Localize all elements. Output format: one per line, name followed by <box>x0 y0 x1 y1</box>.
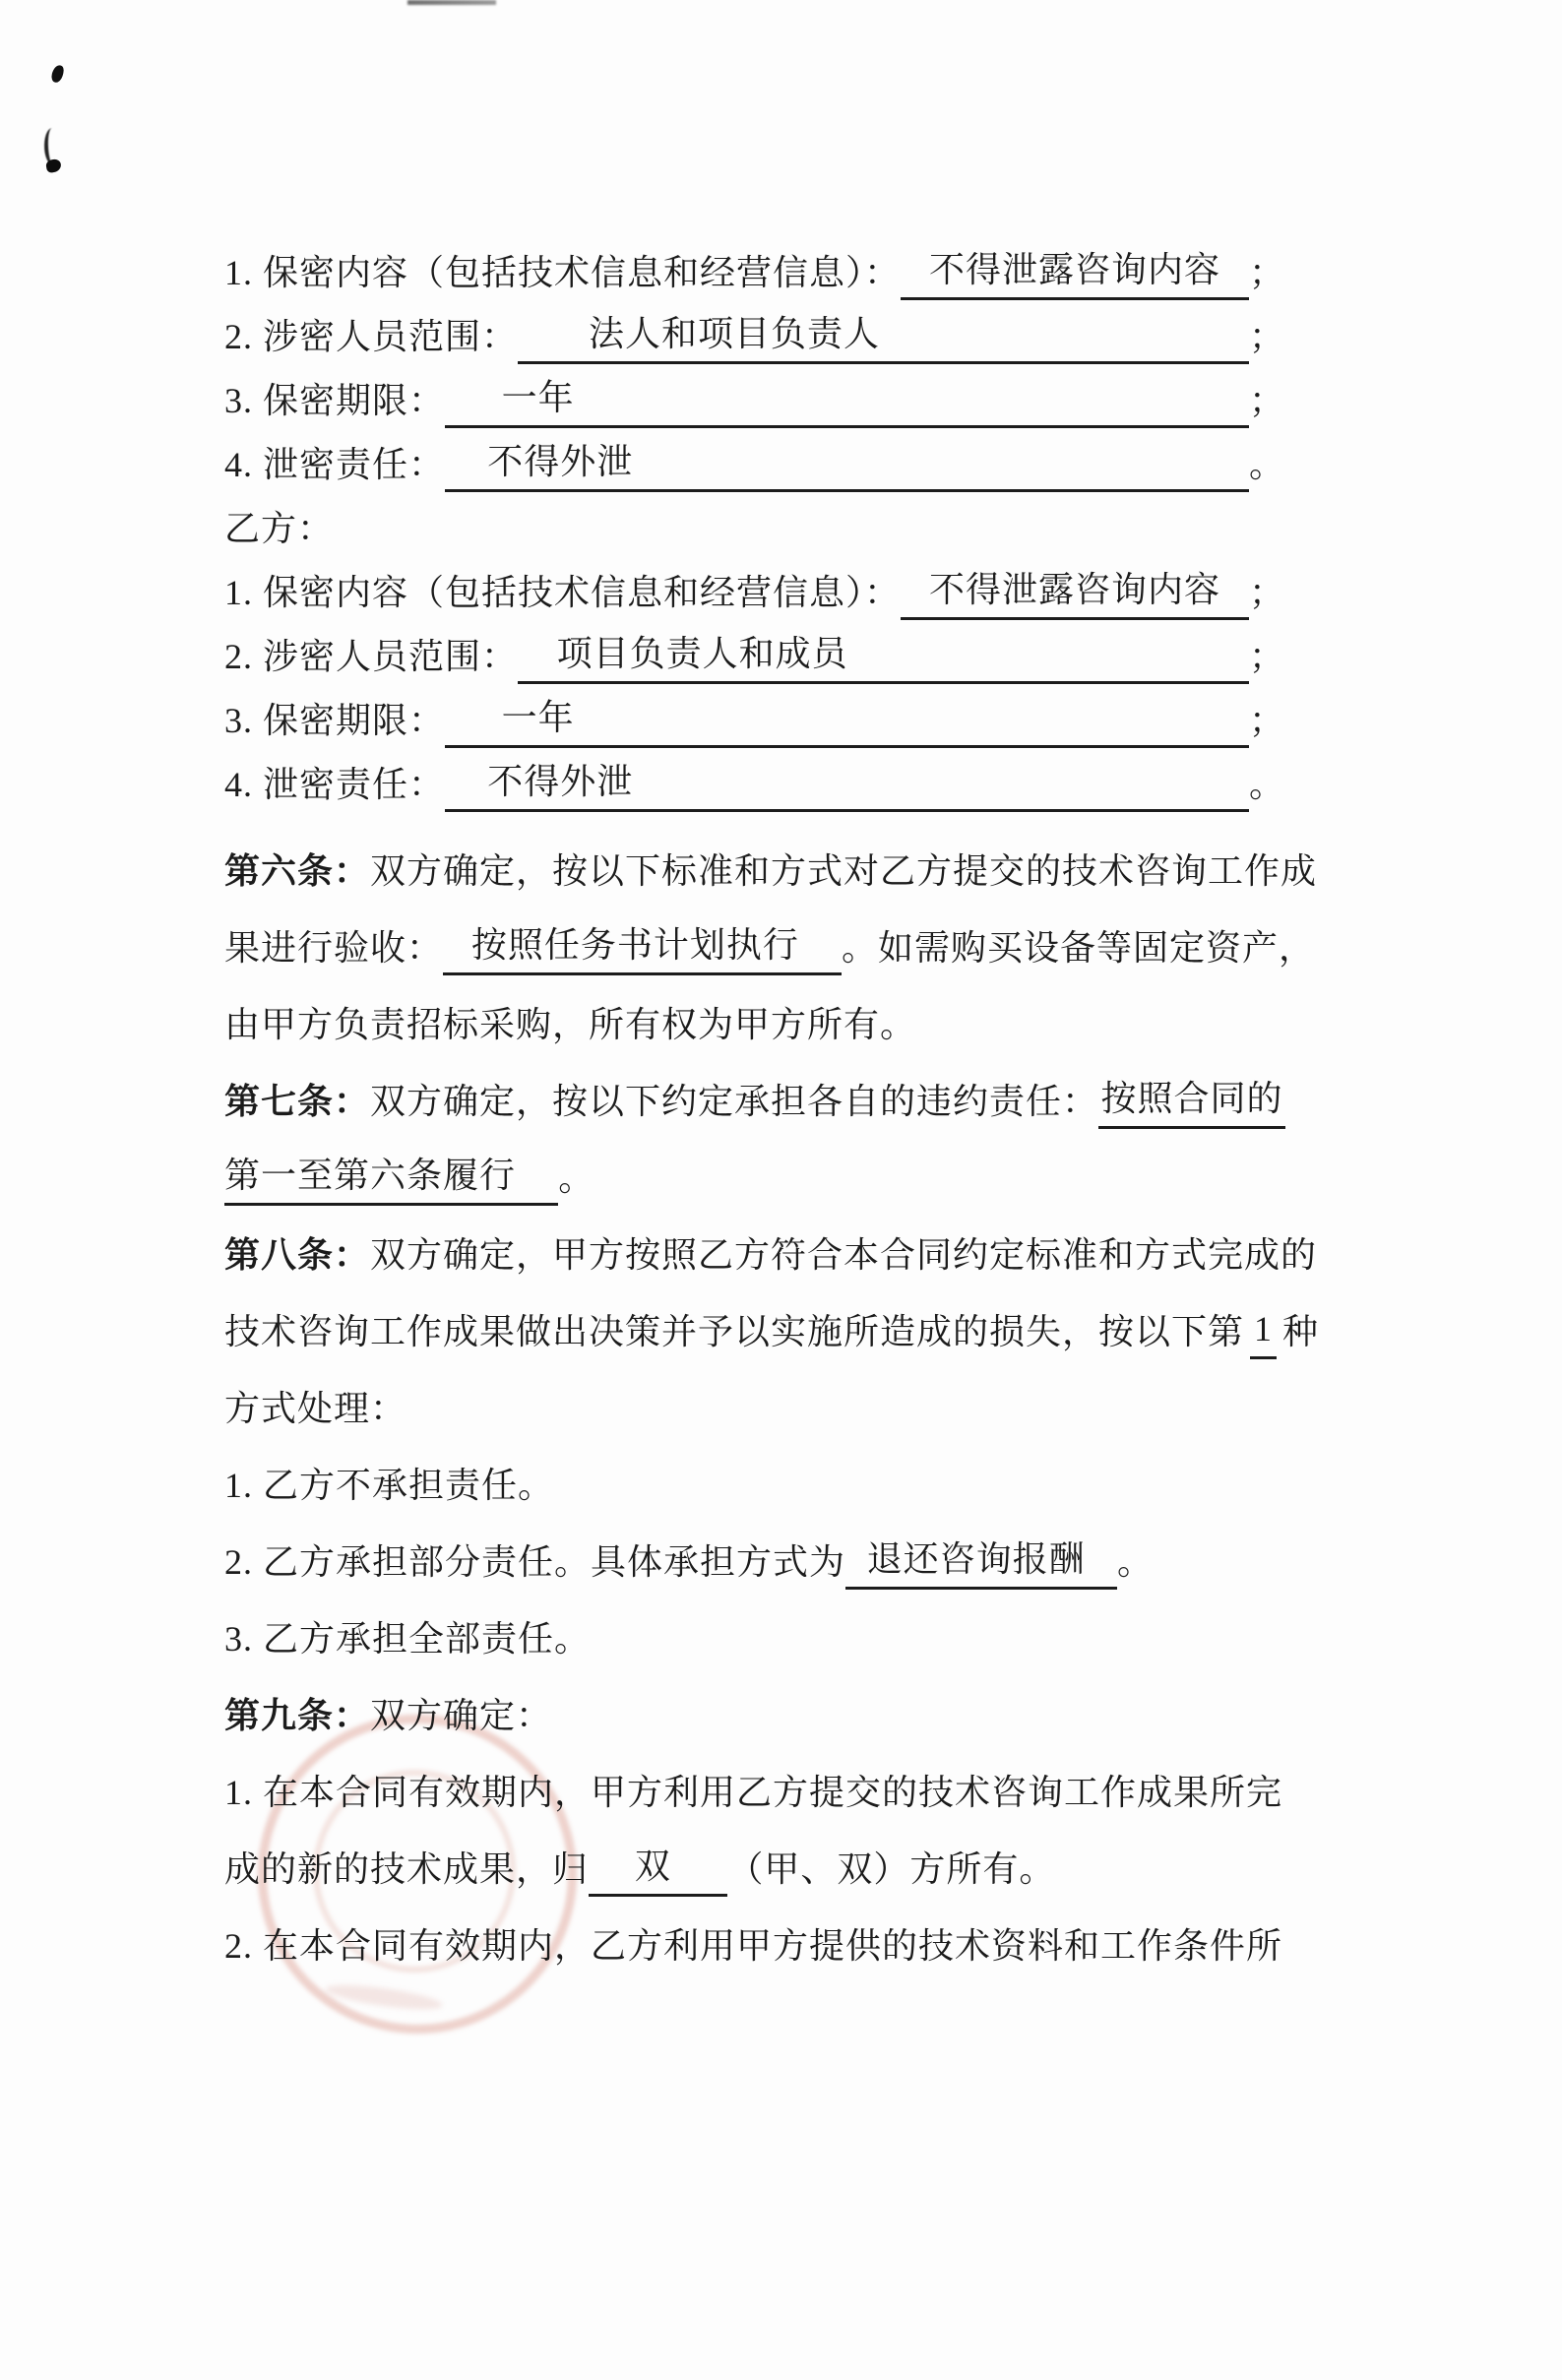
text-segment: 3. 保密期限： <box>224 380 446 420</box>
text-segment: 3. 保密期限： <box>224 700 446 740</box>
text-segment: 。 <box>558 1158 595 1198</box>
text-segment: 。 <box>1117 1541 1155 1582</box>
text-segment: 双方确定，按以下标准和方式对乙方提交的技术咨询工作成 <box>370 850 1318 891</box>
text-segment: 1. 保密内容（包括技术信息和经营信息）： <box>224 572 902 612</box>
ink-speck-3 <box>45 158 62 173</box>
filled-blank: 退还咨询报酬 <box>845 1539 1117 1590</box>
line-article8-2 <box>224 1283 1320 1359</box>
text-segment: 果进行验收： <box>224 927 444 968</box>
text-segment: 。如需购买设备等固定资产， <box>842 927 1316 968</box>
line-option-3 <box>224 1590 1285 1666</box>
line-article7-1 <box>224 1052 1285 1129</box>
filled-blank: 一年 <box>445 378 1249 428</box>
filled-blank: 项目负责人和成员 <box>518 634 1249 684</box>
text-segment: 4. 泄密责任： <box>224 444 446 484</box>
text-segment: 乙方： <box>224 508 335 548</box>
line-article8-3 <box>224 1359 1285 1436</box>
text-segment: 双方确定，按以下约定承担各自的违约责任： <box>370 1081 1099 1121</box>
text-segment: ； <box>1248 252 1285 292</box>
line-article9-1 <box>224 1666 1285 1743</box>
filled-blank: 不得外泄 <box>445 442 1249 492</box>
text-segment: 1. 乙方不承担责任。 <box>224 1465 555 1505</box>
line-article9-4 <box>224 1897 1285 1973</box>
line-secrecy-a-4 <box>224 428 1285 492</box>
text-segment: ； <box>1248 700 1285 740</box>
filled-blank: 不得泄露咨询内容 <box>901 570 1249 620</box>
text-segment: 。 <box>1248 444 1285 484</box>
line-article9-2 <box>224 1743 1285 1820</box>
line-party-b-heading <box>224 492 1285 556</box>
text-segment: 2. 在本合同有效期内，乙方利用甲方提供的技术资料和工作条件所 <box>224 1925 1283 1966</box>
text-segment: 由甲方负责招标采购，所有权为甲方所有。 <box>224 1004 917 1044</box>
line-secrecy-b-1 <box>224 556 1285 620</box>
text-segment: 3. 乙方承担全部责任。 <box>224 1618 592 1659</box>
filled-blank: 第一至第六条履行 <box>224 1156 558 1206</box>
line-secrecy-a-1 <box>224 236 1285 300</box>
text-segment: （甲、双）方所有。 <box>727 1848 1056 1889</box>
line-article6-3 <box>224 975 1285 1052</box>
line-option-1 <box>224 1436 1285 1513</box>
line-option-2 <box>224 1513 1285 1590</box>
line-secrecy-a-2 <box>224 300 1285 364</box>
text-segment: 双方确定： <box>370 1695 553 1735</box>
line-secrecy-b-2 <box>224 620 1285 684</box>
filled-blank: 按照任务书计划执行 <box>443 925 842 975</box>
text-segment: ； <box>1248 572 1285 612</box>
article-label: 第八条： <box>224 1234 371 1275</box>
text-segment: 1 <box>1250 1309 1277 1359</box>
text-segment: 1. 保密内容（包括技术信息和经营信息）： <box>224 252 902 292</box>
filled-blank: 一年 <box>445 698 1249 748</box>
text-segment: 1. 在本合同有效期内，甲方利用乙方提交的技术咨询工作成果所完 <box>224 1772 1283 1812</box>
line-article8-1 <box>224 1206 1318 1283</box>
text-segment: 技术咨询工作成果做出决策并予以实施所造成的损失，按以下第 <box>224 1311 1245 1351</box>
ink-speck-1 <box>50 64 65 84</box>
line-article9-3 <box>224 1820 1285 1897</box>
document-body <box>224 236 1320 1973</box>
filled-blank: 不得泄露咨询内容 <box>901 250 1249 300</box>
line-secrecy-a-3 <box>224 364 1285 428</box>
scan-edge-artifact <box>407 0 496 5</box>
line-secrecy-b-4 <box>224 748 1285 812</box>
text-segment: 4. 泄密责任： <box>224 764 446 804</box>
filled-blank: 不得外泄 <box>445 762 1249 812</box>
text-segment: ； <box>1248 316 1285 356</box>
text-segment: 双方确定，甲方按照乙方符合本合同约定标准和方式完成的 <box>370 1234 1318 1275</box>
text-segment: 2. 涉密人员范围： <box>224 636 519 676</box>
article-label: 第九条： <box>224 1695 371 1735</box>
filled-blank: 法人和项目负责人 <box>518 314 1249 364</box>
text-segment: 2. 涉密人员范围： <box>224 316 519 356</box>
filled-blank: 按照合同的 <box>1098 1079 1285 1129</box>
article-label: 第七条： <box>224 1081 371 1121</box>
filled-blank: 双 <box>589 1847 727 1897</box>
text-segment: 成的新的技术成果，归 <box>224 1848 590 1889</box>
line-article6-1 <box>224 822 1318 899</box>
line-secrecy-b-3 <box>224 684 1285 748</box>
text-segment: ； <box>1248 380 1285 420</box>
text-segment: 方式处理： <box>224 1388 407 1428</box>
text-segment: ； <box>1248 636 1285 676</box>
line-article7-2 <box>224 1129 1285 1206</box>
article-label: 第六条： <box>224 850 371 891</box>
line-article6-2 <box>224 899 1316 975</box>
text-segment: 2. 乙方承担部分责任。具体承担方式为 <box>224 1541 846 1582</box>
text-segment: 种 <box>1282 1311 1320 1351</box>
text-segment: 。 <box>1248 764 1285 804</box>
